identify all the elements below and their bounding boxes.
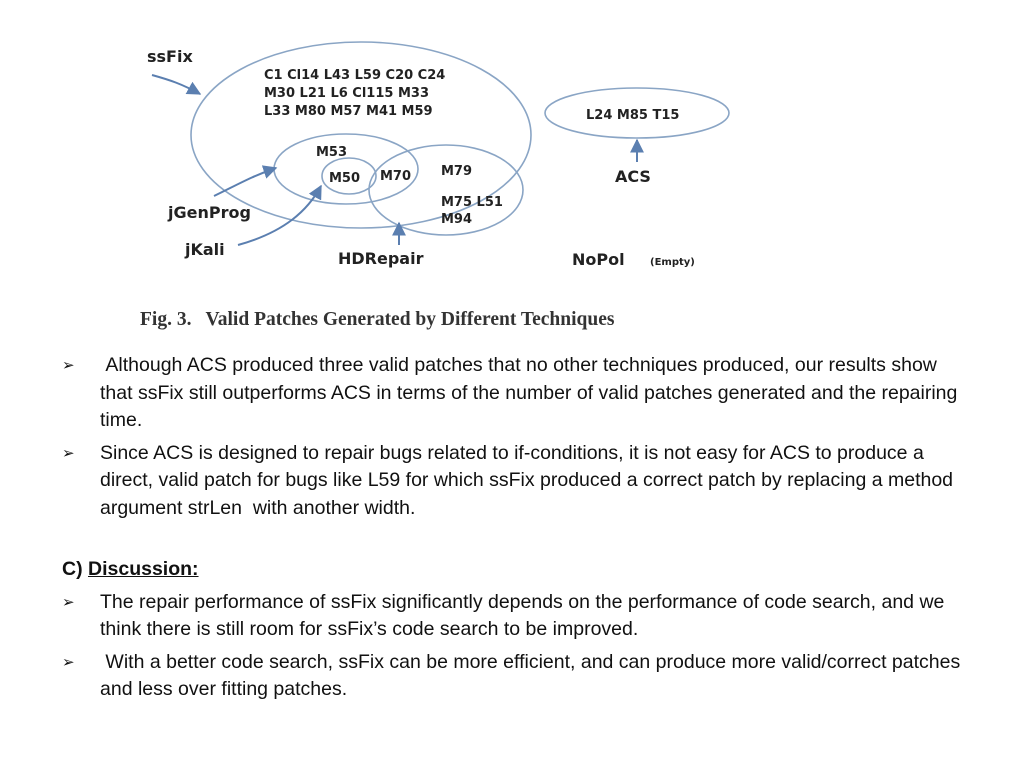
figure-title: Valid Patches Generated by Different Techniques xyxy=(205,309,615,330)
acs-patches: L24 M85 T15 xyxy=(586,108,680,123)
bullet-text: Since ACS is designed to repair bugs related to if-conditions, it is not easy for ACS to produce a direct, valid patch for bugs like L59 for which ssFix produced a correct patch by replacing a method argument strLen with another width. xyxy=(100,441,959,519)
bullet-arrow-icon: ➢ xyxy=(62,592,75,611)
jgenprog-jkali-patch: M53 xyxy=(316,145,348,160)
jgenprog-arrow xyxy=(214,168,276,196)
bullet-text: The repair performance of ssFix significantly depends on the performance of code search, and we think there is still room for ssFix’s code search to be improved. xyxy=(100,590,950,640)
venn-diagram xyxy=(0,0,1024,300)
nopol-empty-note: (Empty) xyxy=(650,257,695,268)
discussion-bullet-1 xyxy=(62,589,972,644)
hdrepair-label: HDRepair xyxy=(338,249,424,268)
acs-label: ACS xyxy=(615,167,651,186)
figure-caption xyxy=(140,309,840,331)
bullet-text: With a better code search, ssFix can be more efficient, and can produce more valid/correct patches and less over fitting patches. xyxy=(100,650,966,700)
jkali-label: jKali xyxy=(185,240,225,259)
hdrepair-patches-line-1: M79 xyxy=(441,164,473,179)
ssfix-patches-line-1: C1 Cl14 L43 L59 C20 C24 xyxy=(264,68,446,83)
jgenprog-label: jGenProg xyxy=(168,203,251,222)
ssfix-arrow xyxy=(152,75,200,94)
hdrepair-patches-line-2: M75 L51 xyxy=(441,195,503,210)
section-title: Discussion: xyxy=(88,558,199,580)
section-prefix: C) xyxy=(62,558,83,580)
discussion-heading xyxy=(62,556,972,584)
ssfix-patches-line-2: M30 L21 L6 Cl115 M33 xyxy=(264,86,429,101)
discussion-bullet-2 xyxy=(62,649,972,704)
ssfix-label: ssFix xyxy=(147,47,193,66)
shared-center-patch: M50 xyxy=(329,171,361,186)
ssfix-hdrepair-patch: M70 xyxy=(380,169,412,184)
results-bullet-1 xyxy=(62,352,972,435)
slide-body xyxy=(62,352,972,704)
nopol-label: NoPol xyxy=(572,250,625,269)
bullet-arrow-icon: ➢ xyxy=(62,356,75,374)
bullet-arrow-icon: ➢ xyxy=(62,652,75,671)
ssfix-patches-line-3: L33 M80 M57 M41 M59 xyxy=(264,104,433,119)
hdrepair-patches-line-3: M94 xyxy=(441,212,473,227)
results-bullet-2 xyxy=(62,440,972,523)
bullet-text: Although ACS produced three valid patches that no other techniques produced, our results show that ssFix still outperforms ACS in terms of the number of valid patches generated and the repairing time. xyxy=(100,354,963,431)
bullet-arrow-icon: ➢ xyxy=(62,443,75,462)
figure-number: Fig. 3. xyxy=(140,309,192,330)
